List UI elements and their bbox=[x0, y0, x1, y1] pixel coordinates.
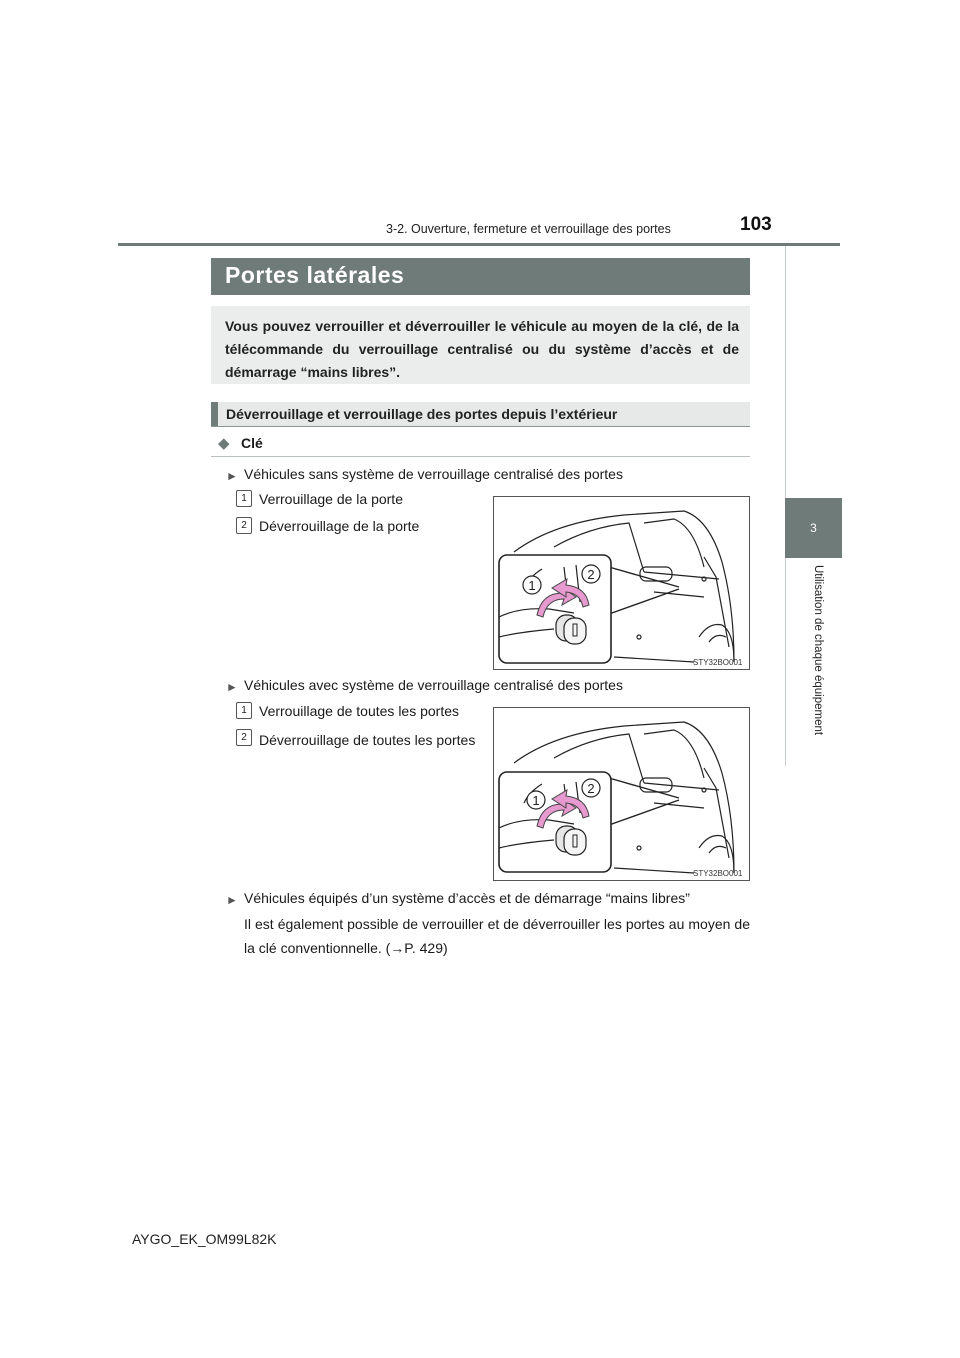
intro-text: Vous pouvez verrouiller et déverrouiller le véhicule au moyen de la clé, de la télécommande du verrouillage centralisé ou du système d’accès et de démarrage “mains libres”. bbox=[225, 318, 739, 380]
chapter-title: Utilisation de chaque équipement bbox=[812, 565, 824, 736]
car-door-illustration bbox=[494, 497, 749, 669]
step-text: Verrouillage de la porte bbox=[259, 491, 403, 507]
key-lock-figure bbox=[493, 496, 750, 670]
header-rule bbox=[118, 243, 840, 246]
chapter-number: 3 bbox=[810, 521, 817, 535]
callout-label: 2 bbox=[587, 567, 595, 582]
subsection-underline bbox=[211, 426, 750, 427]
step-number-badge: 2 bbox=[236, 729, 252, 746]
callout-label: 2 bbox=[587, 781, 595, 796]
triangle-bullet-icon: ► bbox=[226, 680, 238, 694]
group-heading: Véhicules avec système de verrouillage centralisé des portes bbox=[244, 677, 623, 693]
step-text: Déverrouillage de toutes les portes bbox=[259, 732, 476, 748]
page-number: 103 bbox=[740, 214, 772, 235]
step-text: Verrouillage de toutes les portes bbox=[259, 703, 460, 719]
step-number-badge: 1 bbox=[236, 490, 252, 507]
triangle-bullet-icon: ► bbox=[226, 893, 238, 907]
subsection-accent bbox=[211, 402, 218, 427]
step-text: Déverrouillage de la porte bbox=[259, 518, 420, 534]
running-header-section: 3-2. Ouverture, fermeture et verrouillage des portes bbox=[386, 222, 671, 236]
figure-code: STY32BO001 bbox=[693, 869, 743, 878]
step-number-badge: 2 bbox=[236, 517, 252, 534]
group-heading: Véhicules sans système de verrouillage centralisé des portes bbox=[244, 466, 623, 482]
step-number-badge: 1 bbox=[236, 702, 252, 719]
car-door-illustration bbox=[494, 708, 749, 880]
key-heading-rule bbox=[211, 456, 750, 457]
document-code: AYGO_EK_OM99L82K bbox=[132, 1231, 277, 1247]
key-lock-figure bbox=[493, 707, 750, 881]
callout-label: 1 bbox=[528, 578, 536, 593]
group-heading: Véhicules équipés d’un système d’accès et de démarrage “mains libres” bbox=[244, 890, 690, 906]
body-paragraph: Il est également possible de verrouiller et de déverrouiller les portes au moyen de la clé conventionnelle. (→P. 429) bbox=[244, 916, 750, 956]
subsection-title: Déverrouillage et verrouillage des portes depuis l’extérieur bbox=[226, 406, 618, 422]
figure-code: STY32BO001 bbox=[693, 658, 743, 667]
diamond-icon: ◆ bbox=[218, 435, 230, 452]
triangle-bullet-icon: ► bbox=[226, 469, 238, 483]
page-title: Portes latérales bbox=[225, 262, 405, 288]
key-heading: Clé bbox=[241, 435, 263, 451]
callout-label: 1 bbox=[532, 793, 540, 808]
